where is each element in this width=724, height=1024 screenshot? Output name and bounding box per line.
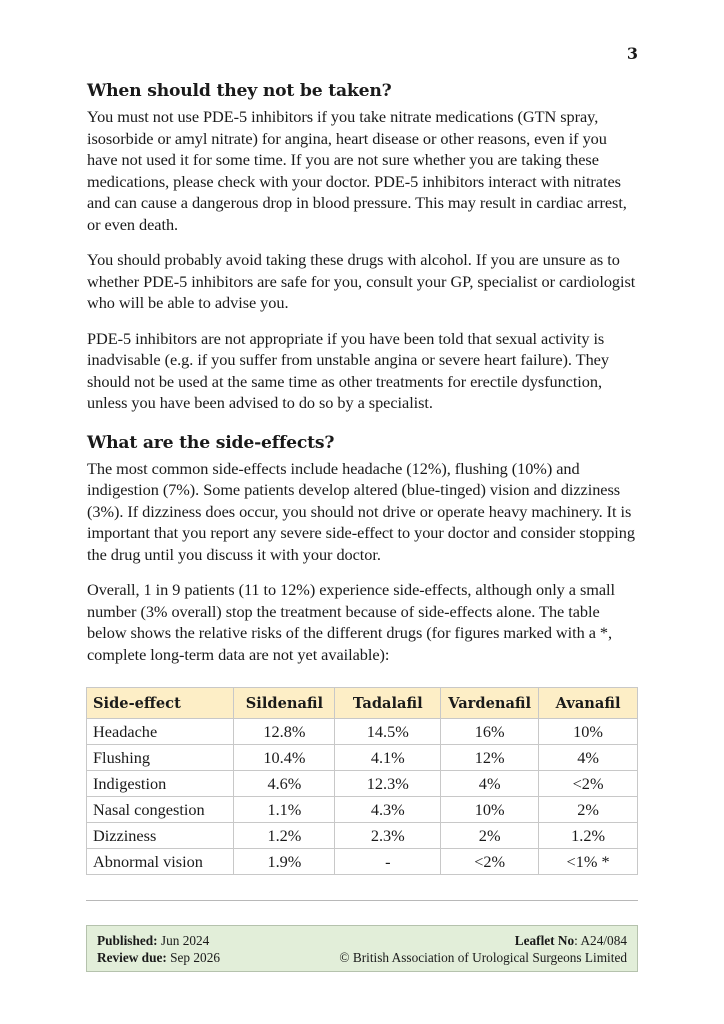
side-effects-table xyxy=(86,687,638,875)
column-header: Avanafil xyxy=(539,688,638,719)
column-header: Vardenafil xyxy=(441,688,539,719)
table-cell: Headache xyxy=(87,719,234,745)
review-line xyxy=(97,949,220,966)
table-row xyxy=(87,797,638,823)
column-header: Tadalafil xyxy=(335,688,441,719)
copyright: © British Association of Urological Surgeons Limited xyxy=(339,950,627,965)
table-cell: <2% xyxy=(539,771,638,797)
paragraph: Overall, 1 in 9 patients (11 to 12%) experience side-effects, although only a small number (3% overall) stop the treatment because of side-effects alone. The table below shows the relative risks of the different drugs (for figures marked with a *, complete long-term data are not yet available): xyxy=(87,580,615,664)
published-value: Jun 2024 xyxy=(157,933,210,948)
table-cell: 10.4% xyxy=(234,745,335,771)
table-cell: 12.8% xyxy=(234,719,335,745)
column-header: Side-effect xyxy=(87,688,234,719)
table-cell: 4% xyxy=(539,745,638,771)
paragraph: PDE-5 inhibitors are not appropriate if you have been told that sexual activity is inadvisable (e.g. if you suffer from unstable angina or severe heart failure). They should not be used at the same time as other treatments for erectile dysfunction, unless you have been advised to do so by a specialist. xyxy=(87,328,609,412)
leaflet-value: : A24/084 xyxy=(574,933,627,948)
table-cell: 4.3% xyxy=(335,797,441,823)
table-cell: 4.1% xyxy=(335,745,441,771)
footer-leaflet-info xyxy=(339,932,627,966)
paragraph: You should probably avoid taking these drugs with alcohol. If you are unsure as to whether PDE-5 inhibitors are safe for you, consult your GP, specialist or cardiologist who will be able to advise you. xyxy=(87,250,636,312)
published-label: Published: xyxy=(97,933,158,948)
table-cell: 14.5% xyxy=(335,719,441,745)
published-line xyxy=(97,932,220,949)
table-cell: - xyxy=(335,849,441,875)
table-cell: 2% xyxy=(441,823,539,849)
table-cell: 4.6% xyxy=(234,771,335,797)
paragraph: The most common side-effects include headache (12%), flushing (10%) and indigestion (7%). Some patients develop altered (blue-tinged) vision and dizziness (3%). If dizziness does occur, you should not drive or operate heavy machinery. It is important that you report any severe side-effect to your doctor and consider stopping the drug until you discuss it with your doctor. xyxy=(87,458,635,564)
table-cell: <2% xyxy=(441,849,539,875)
table-cell: Indigestion xyxy=(87,771,234,797)
table-cell: Dizziness xyxy=(87,823,234,849)
footer-dates xyxy=(97,932,220,966)
table-cell: <1% * xyxy=(539,849,638,875)
footer-box xyxy=(86,925,638,972)
footer-divider xyxy=(86,900,638,901)
table-cell: 10% xyxy=(441,797,539,823)
leaflet-line xyxy=(339,932,627,949)
table-header-row xyxy=(87,688,638,719)
table-cell: 1.9% xyxy=(234,849,335,875)
table-cell: 1.2% xyxy=(539,823,638,849)
page-number: 3 xyxy=(626,44,638,63)
column-header: Sildenafil xyxy=(234,688,335,719)
table-cell: 2.3% xyxy=(335,823,441,849)
section-heading-side-effects: What are the side-effects? xyxy=(87,432,335,453)
leaflet-label: Leaflet No xyxy=(514,933,575,948)
table-cell: 10% xyxy=(539,719,638,745)
table-row xyxy=(87,823,638,849)
table-row xyxy=(87,719,638,745)
table-cell: 4% xyxy=(441,771,539,797)
table-cell: Nasal congestion xyxy=(87,797,234,823)
table-cell: 12% xyxy=(441,745,539,771)
review-value: Sep 2026 xyxy=(166,950,220,965)
table-cell: Abnormal vision xyxy=(87,849,234,875)
table-cell: 16% xyxy=(441,719,539,745)
main-content xyxy=(87,80,639,665)
review-label: Review due: xyxy=(97,950,167,965)
table-cell: Flushing xyxy=(87,745,234,771)
section-heading-contraindications: When should they not be taken? xyxy=(87,81,392,101)
table-row xyxy=(87,745,638,771)
table-cell: 1.1% xyxy=(234,797,335,823)
table-cell: 1.2% xyxy=(234,823,335,849)
table-row xyxy=(87,771,638,797)
paragraph: You must not use PDE-5 inhibitors if you take nitrate medications (GTN spray, isosorbide or amyl nitrate) for angina, heart disease or other reasons, even if you have not used it for some time. If you are not sure whether you are taking these medications, please check with your doctor. PDE-5 inhibitors interact with nitrates and can cause a dangerous drop in blood pressure. This may result in cardiac arrest, or even death. xyxy=(87,107,627,234)
table-row xyxy=(87,849,638,875)
table-cell: 2% xyxy=(539,797,638,823)
table-cell: 12.3% xyxy=(335,771,441,797)
